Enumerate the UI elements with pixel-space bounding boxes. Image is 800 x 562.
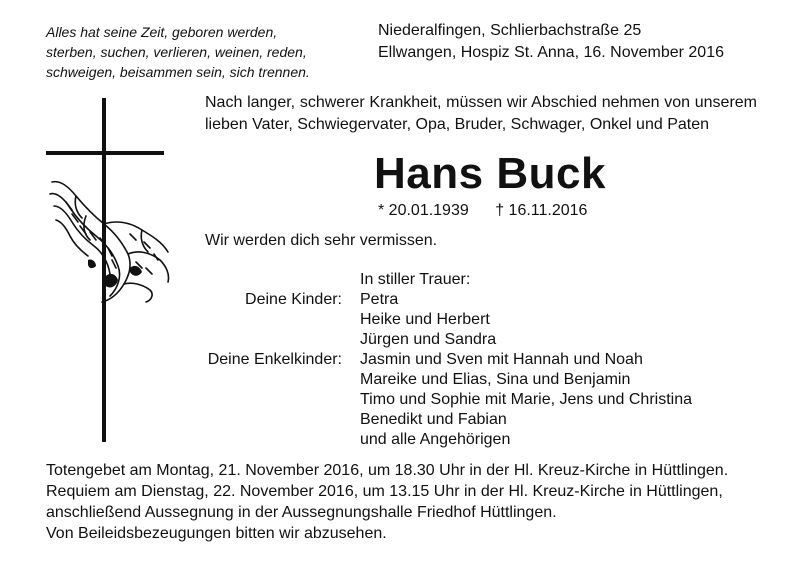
life-dates: [378, 200, 587, 222]
quote-line: sterben, suchen, verlieren, weinen, reden,: [46, 44, 307, 60]
list-item: Petra: [360, 291, 399, 308]
mourners-list: [180, 270, 780, 450]
quote-verse: [46, 22, 366, 82]
praying-hands-icon: [46, 176, 174, 308]
birth-date: * 20.01.1939: [378, 202, 469, 219]
list-item: Benedikt und Fabian: [360, 411, 507, 428]
quote-line: schweigen, beisammen sein, sich trennen.: [46, 64, 310, 80]
cross-icon-bar: [46, 151, 164, 155]
list-item: Heike und Herbert: [360, 311, 490, 328]
deceased-name: Hans Buck: [374, 149, 606, 198]
intro-text: Nach langer, schwerer Krankheit, müssen wir Abschied nehmen von unserem lieben Vater, Schwiegervater, Opa, Bruder, Schwager, Onkel und Paten: [205, 94, 757, 133]
service-information: [46, 460, 786, 544]
list-item: und alle Angehörigen: [360, 431, 511, 448]
list-item: Jürgen und Sandra: [360, 331, 497, 348]
list-item: Timo und Sophie mit Marie, Jens und Christina: [360, 391, 692, 408]
farewell-text: Wir werden dich sehr vermissen.: [205, 232, 438, 249]
footer-line: anschließend Aussegnung in der Aussegnungshalle Friedhof Hüttlingen.: [46, 504, 557, 521]
death-place-line: Ellwangen, Hospiz St. Anna, 16. November 2016: [378, 44, 724, 61]
list-item: Jasmin und Sven mit Hannah und Noah: [360, 351, 643, 368]
footer-line: Requiem am Dienstag, 22. November 2016, um 13.15 Uhr in der Hl. Kreuz-Kirche in Hüttlingen,: [46, 483, 723, 500]
death-date: † 16.11.2016: [495, 202, 588, 219]
children-label: Deine Kinder:: [245, 291, 342, 308]
footer-line: Totengebet am Montag, 21. November 2016, um 18.30 Uhr in der Hl. Kreuz-Kirche in Hüttlingen.: [46, 462, 729, 479]
grandchildren-label: Deine Enkelkinder:: [207, 351, 342, 368]
address-line: Niederalfingen, Schlierbachstraße 25: [378, 22, 642, 39]
list-item: Mareike und Elias, Sina und Benjamin: [360, 371, 631, 388]
footer-line: Von Beileidsbezeugungen bitten wir abzusehen.: [46, 525, 387, 542]
quote-line: Alles hat seine Zeit, geboren werden,: [46, 24, 278, 40]
place-and-date: [378, 20, 788, 64]
mourning-heading: In stiller Trauer:: [360, 271, 471, 288]
